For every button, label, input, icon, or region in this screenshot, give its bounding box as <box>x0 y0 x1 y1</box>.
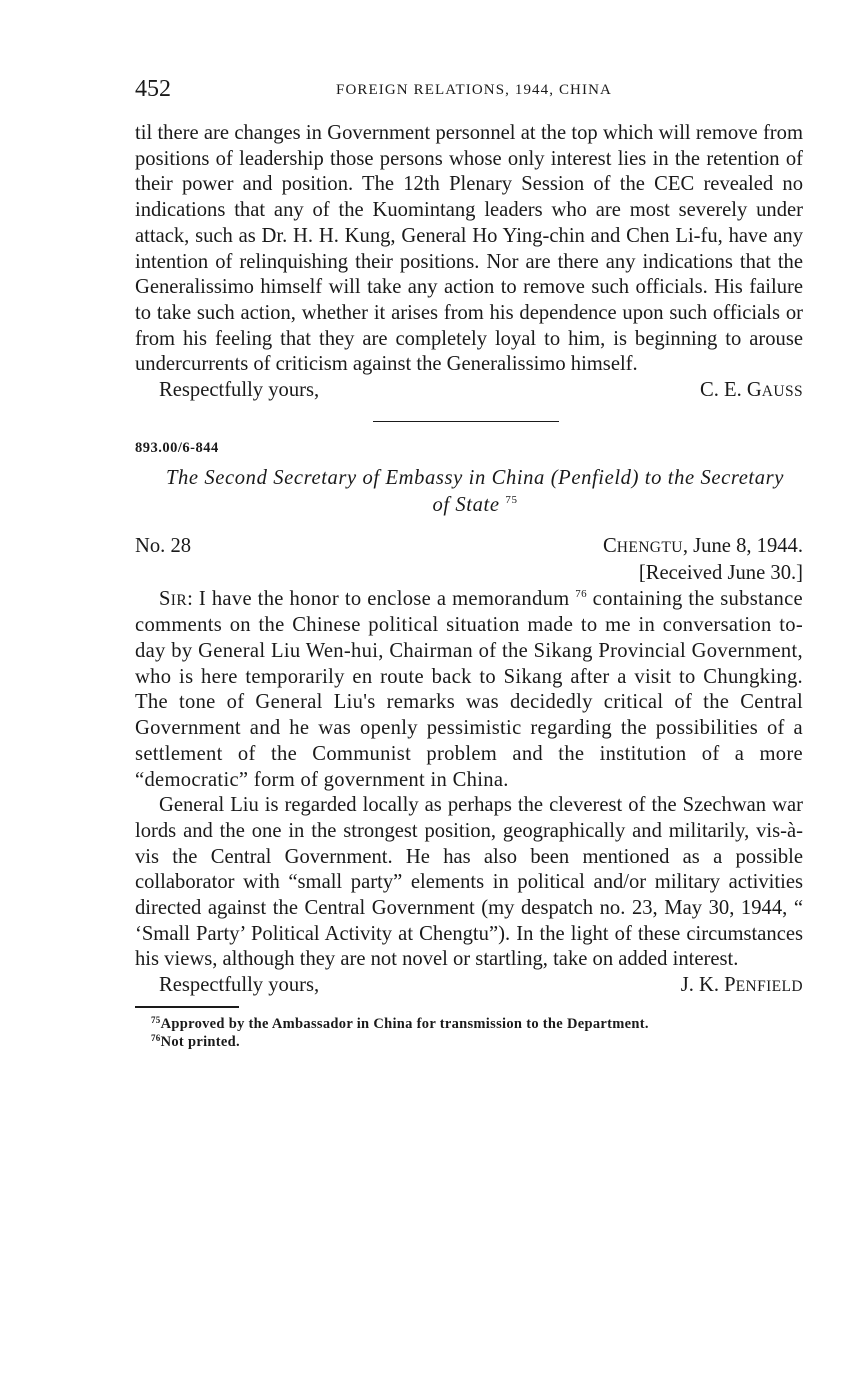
footnote-76 <box>151 1033 803 1051</box>
document-number: No. 28 <box>135 535 192 558</box>
document-title <box>155 465 795 519</box>
section-divider <box>373 421 559 423</box>
document-page <box>135 72 803 1051</box>
date: , June 8, 1944. <box>682 535 803 558</box>
salutation-initial: S <box>159 587 171 610</box>
running-title: FOREIGN RELATIONS, 1944, CHINA <box>336 82 612 98</box>
place-rest: HENGTU <box>616 539 683 557</box>
footnotes <box>135 1015 803 1051</box>
letter2-signer-surname: ENFIELD <box>735 978 803 996</box>
letter1-paragraph: til there are changes in Government personnel at the top which will remove from positions of leadership those persons whose only interest lies in the retention of their power and position. The 12th Plenary Session of the CEC revealed no indications that any of the Kuomintang leaders who are most severely under attack, such as Dr. H. H. Kung, General Ho Ying-chin and Chen Li-fu, have any intention of relinquishing their positions. Nor are there any indications that the Generalissimo himself will take any action to remove such officials. His failure to take such action, whether it arises from his dependence upon such officials or from his feeling that they are completely loyal to him, is beginning to arouse undercurrents of criticism against the Generalissimo himself. <box>135 122 803 376</box>
footnote-ref: 75 <box>151 1014 161 1025</box>
place-date <box>603 534 803 561</box>
dateline <box>135 534 803 561</box>
page-number: 452 <box>135 76 171 102</box>
letter2-paragraph-1 <box>135 587 803 794</box>
letter2-signer-initials: J. K. P <box>680 974 736 997</box>
footnote-ref: 76 <box>151 1032 161 1043</box>
file-number: 893.00/6-844 <box>135 440 219 457</box>
letter1-signature <box>700 378 803 405</box>
footnote-text: Approved by the Ambassador in China for transmission to the Department. <box>160 1015 649 1032</box>
place-initial: C <box>603 535 617 558</box>
received-date: [Received June 30.] <box>638 561 803 584</box>
letter1-signoff <box>135 378 803 405</box>
letter2-paragraph-2: General Liu is regarded locally as perhaps the cleverest of the Szechwan war lords and the one in the strongest position, geographically and militarily, vis-à-vis the Central Government. He has also been mentioned as a possible collaborator with “small party” elements in political and/or military activities directed against the Central Government (my despatch no. 23, May 30, 1944, “ ‘Small Party’ Political Activity at Chengtu”). In the light of these circumstances his views, although they are not novel or startling, take on added interest. <box>135 794 803 971</box>
memo-footnote-ref: 76 <box>575 587 587 600</box>
letter2-signoff <box>135 973 803 1000</box>
para1-text-a: : I have the honor to enclose a memorandum <box>187 587 570 610</box>
footnote-divider <box>135 1006 239 1008</box>
salutation-rest: IR <box>170 591 188 609</box>
document-title-text: The Second Secretary of Embassy in China (Penfield) to the Secretary of State <box>165 467 785 517</box>
running-head <box>135 72 803 112</box>
letter1-signer-initials: C. E. G <box>699 379 762 402</box>
letter1-closing: Respectfully yours, <box>159 379 320 402</box>
letter2-signature <box>681 973 803 1000</box>
letter1-signer-surname: AUSS <box>761 383 803 401</box>
title-footnote-ref: 75 <box>505 494 518 507</box>
para1-text-b: containing the substance comments on the Chinese political situation made to me in conversation to-day by General Liu Wen-hui, Chairman of the Sikang Provincial Government, who is here temporarily en route back to Sikang after a visit to Chungking. The tone of General Liu's remarks was decidedly critical of the Central Government and he was openly pessimistic regarding the possibilities of a settlement of the Communist problem and the institution of a more “democratic” form of government in China. <box>135 587 803 791</box>
footnote-text: Not printed. <box>160 1033 240 1050</box>
footnote-75 <box>151 1015 803 1033</box>
letter2-closing: Respectfully yours, <box>159 974 320 997</box>
